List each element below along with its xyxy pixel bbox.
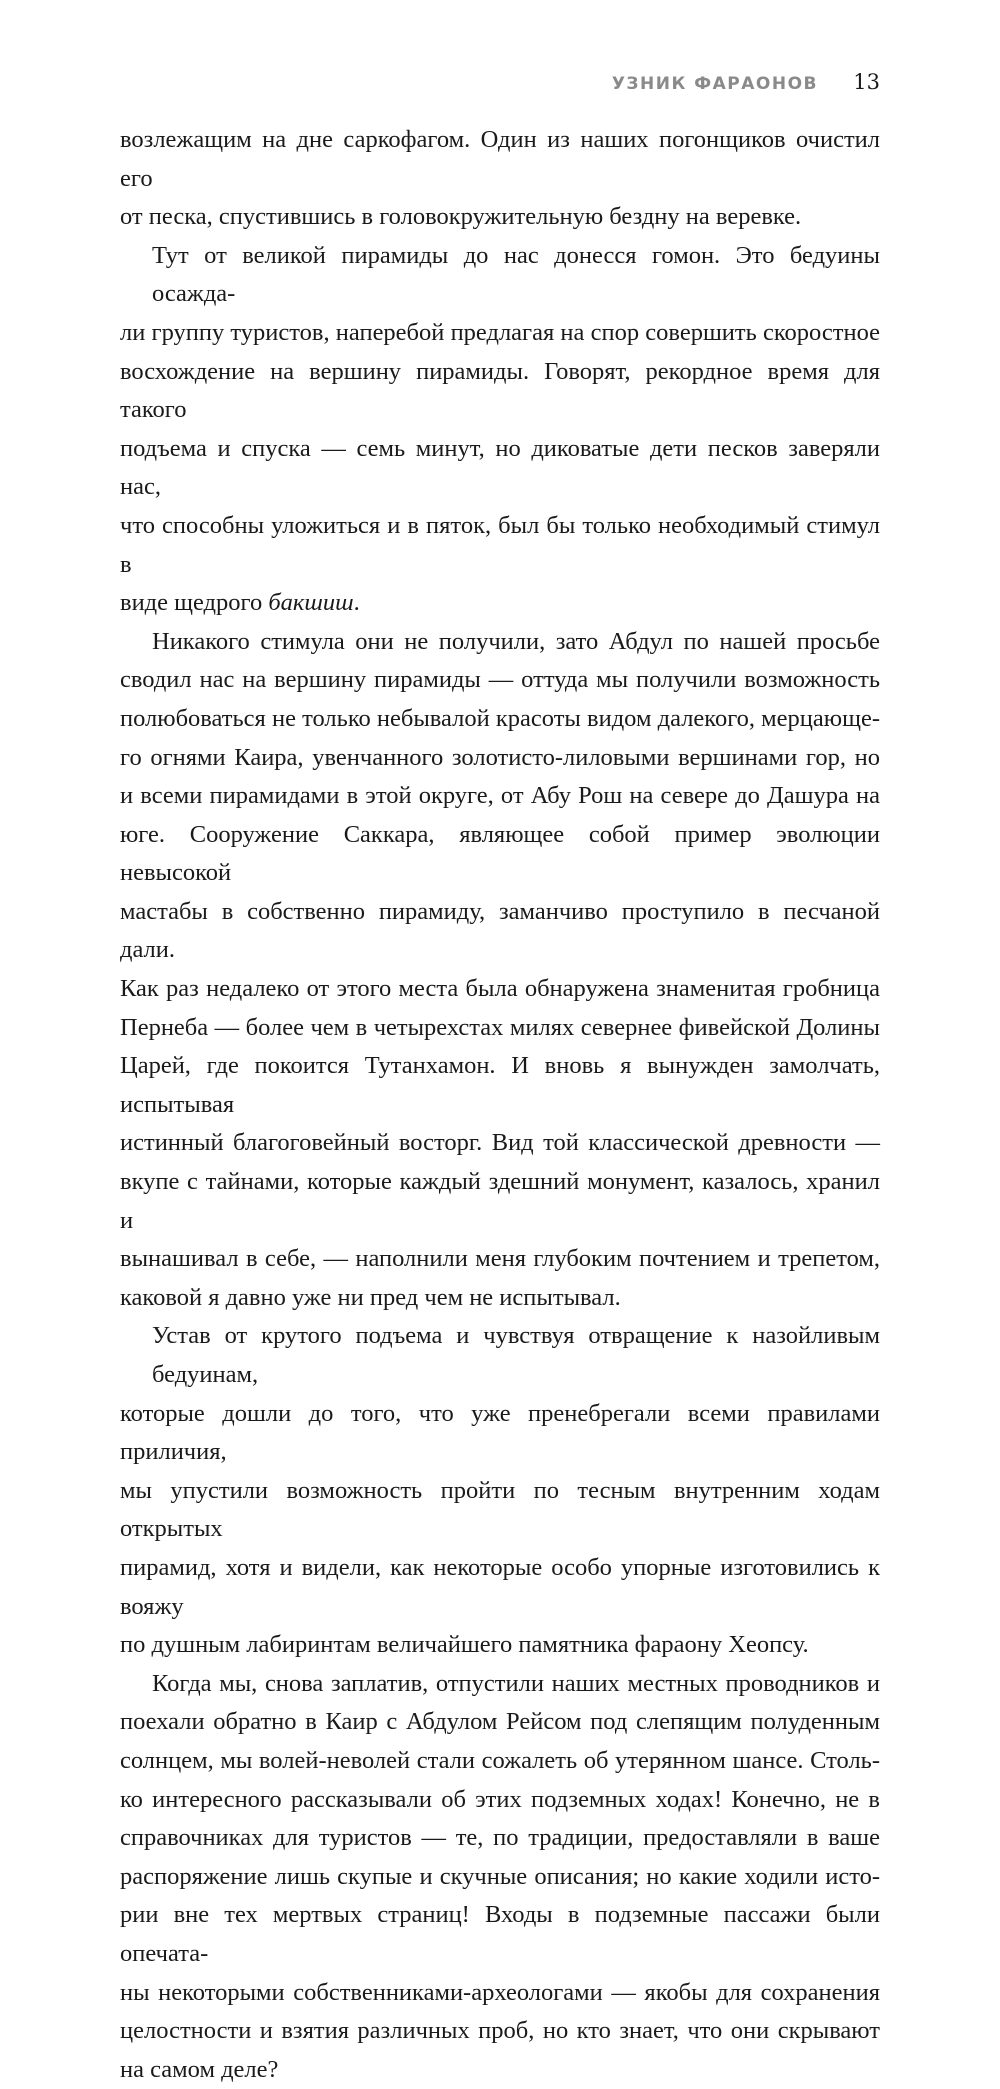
page-number: 13 — [853, 70, 880, 94]
text-line: пирамид, хотя и видели, как некоторые особо упорные изготовились к вояжу — [120, 1553, 880, 1620]
text-line: мастабы в собственно пирамиду, заманчиво проступило в песчаной дали. — [120, 897, 880, 964]
text-line: го огнями Каира, увенчанного золотисто-лиловыми вершинами гор, но — [120, 743, 880, 771]
text-line: мы упустили возможность пройти по тесным внутренним ходам открытых — [120, 1476, 880, 1543]
text-line: ко интересного рассказывали об этих подземных ходах! Конечно, не в — [120, 1785, 880, 1813]
text-fragment: . — [353, 589, 360, 617]
text-line: возлежащим на дне саркофагом. Один из наших погонщиков очистил его — [120, 126, 880, 192]
text-line: юге. Сооружение Саккара, являющее собой пример эволюции невысокой — [120, 820, 880, 887]
text-line: вынашивал в себе, — наполнили меня глубоким почтением и трепетом, — [120, 1245, 880, 1273]
text-line: Устав от крутого подъема и чувствуя отвращение к назойливым бедуинам, — [152, 1322, 880, 1388]
text-line: поехали обратно в Каир с Абдулом Рейсом под слепящим полуденным — [120, 1708, 880, 1736]
text-line: по душным лабиринтам величайшего памятника фараону Хеопсу. — [120, 1631, 809, 1659]
text-line: от песка, спустившись в головокружительную бездну на веревке. — [120, 203, 802, 231]
text-line: что способны уложиться и в пяток, был бы только необходимый стимул в — [120, 511, 880, 578]
text-fragment: виде щедрого — [120, 589, 269, 617]
body-text — [120, 121, 880, 2089]
text-line: Когда мы, снова заплатив, отпустили наших местных проводников и — [152, 1669, 880, 1697]
text-line: Пернеба — более чем в четырехстах милях севернее фивейской Долины — [120, 1013, 880, 1041]
italic-word: бакшиш — [268, 589, 354, 617]
text-line: сводил нас на вершину пирамиды — оттуда мы получили возможность — [120, 666, 880, 694]
text-line: и всеми пирамидами в этой округе, от Абу Рош на севере до Дашура на — [120, 782, 880, 810]
text-line: ли группу туристов, наперебой предлагая на спор совершить скоростное — [120, 318, 880, 346]
text-line: солнцем, мы волей-неволей стали сожалеть об утерянном шансе. Столь- — [120, 1746, 880, 1774]
text-line: Царей, где покоится Тутанхамон. И вновь я вынужден замолчать, испытывая — [120, 1052, 880, 1118]
paragraph — [120, 237, 880, 623]
text-line: рии вне тех мертвых страниц! Входы в подземные пассажи были опечата- — [120, 1901, 880, 1967]
running-head — [0, 68, 880, 102]
text-line — [120, 584, 880, 623]
text-line: восхождение на вершину пирамиды. Говорят, рекордное время для такого — [120, 357, 880, 424]
text-line: целостности и взятия различных проб, но кто знает, что они скрывают — [120, 2017, 880, 2045]
text-line: Как раз недалеко от этого места была обнаружена знаменитая гробница — [120, 975, 880, 1003]
text-line: подъема и спуска — семь минут, но диковатые дети песков заверяли нас, — [120, 434, 880, 501]
paragraph — [120, 1665, 880, 2089]
text-line: на самом деле? — [120, 2055, 279, 2083]
text-line: ны некоторыми собственниками-археологами — якобы для сохранения — [120, 1978, 880, 2006]
text-line: Никакого стимула они не получили, зато Абдул по нашей просьбе — [152, 627, 880, 655]
paragraph — [120, 121, 880, 237]
text-line: справочниках для туристов — те, по традиции, предоставляли в ваше — [120, 1824, 880, 1852]
text-line: распоряжение лишь скупые и скучные описания; но какие ходили исто- — [120, 1862, 880, 1890]
text-line: каковой я давно уже ни пред чем не испытывал. — [120, 1283, 621, 1311]
text-line: Тут от великой пирамиды до нас донесся гомон. Это бедуины осажда- — [152, 241, 880, 308]
text-line: полюбоваться не только небывалой красоты видом далекого, мерцающе- — [120, 704, 880, 732]
paragraph — [120, 1317, 880, 1664]
running-title: УЗНИК ФАРАОНОВ — [611, 74, 818, 94]
text-line: истинный благоговейный восторг. Вид той классической древности — — [120, 1129, 880, 1157]
text-line: вкупе с тайнами, которые каждый здешний монумент, казалось, хранил и — [120, 1168, 880, 1234]
text-line: которые дошли до того, что уже пренебрегали всеми правилами приличия, — [120, 1399, 880, 1466]
paragraph — [120, 623, 880, 1318]
